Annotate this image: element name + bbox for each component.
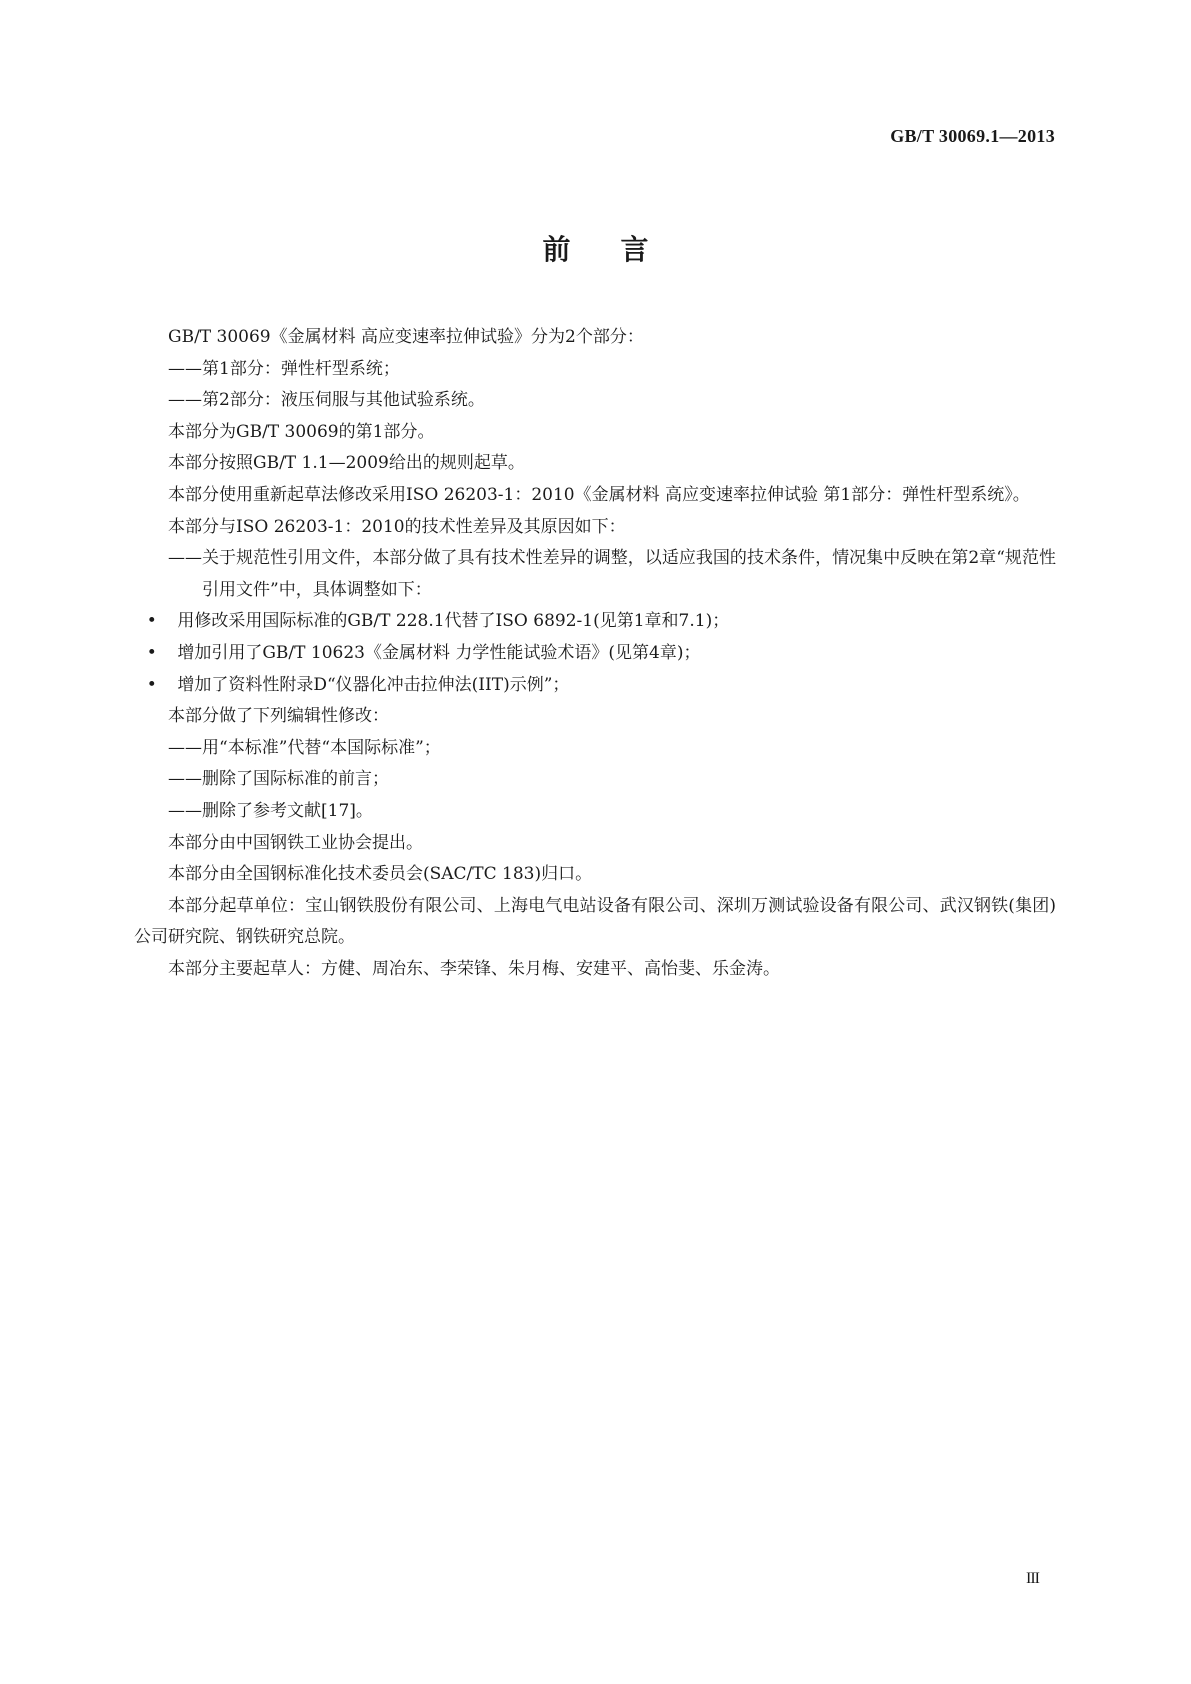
paragraph-part-statement: 本部分为GB/T 30069的第1部分。 (168, 421, 435, 442)
paragraph-parts-intro: GB/T 30069《金属材料 高应变速率拉伸试验》分为2个部分： (168, 327, 644, 347)
page-number: III (1026, 1570, 1039, 1587)
dash-item-editorial-3: ——删除了参考文献[17]。 (168, 800, 373, 821)
paragraph-drafting-rules: 本部分按照GB/T 1.1—2009给出的规则起草。 (168, 453, 525, 474)
dash-item-part-1: ——第1部分：弹性杆型系统； (168, 358, 400, 379)
bullet-icon: • (146, 642, 157, 663)
paragraph-under-jurisdiction: 本部分由全国钢标准化技术委员会(SAC/TC 183)归口。 (168, 864, 593, 885)
dash-item-part-2: ——第2部分：液压伺服与其他试验系统。 (168, 390, 485, 411)
paragraph-adoption: 本部分使用重新起草法修改采用ISO 26203-1：2010《金属材料 高应变速率拉伸试验 第1部分：弹性杆型系统》。 (168, 484, 1030, 505)
paragraph-proposed-by: 本部分由中国钢铁工业协会提出。 (168, 832, 423, 853)
dash-item-editorial-1: ——用“本标准”代替“本国际标准”； (168, 737, 441, 758)
bullet-icon: • (146, 674, 157, 695)
paragraph-tech-diff-intro: 本部分与ISO 26203-1：2010的技术性差异及其原因如下： (168, 516, 626, 537)
bullet-item-gbt-228 (134, 606, 1056, 638)
bullet-text: 用修改采用国际标准的GB/T 228.1代替了ISO 6892-1(见第1章和7.1)； (177, 611, 730, 632)
paragraph-editorial-intro: 本部分做了下列编辑性修改： (168, 706, 389, 727)
paragraph-drafting-organizations: 本部分起草单位：宝山钢铁股份有限公司、上海电气电站设备有限公司、深圳万测试验设备有限公司、武汉钢铁(集团)公司研究院、钢铁研究总院。 (134, 895, 1056, 948)
foreword-body (134, 322, 1056, 985)
paragraph-principal-drafters: 本部分主要起草人：方健、周冶东、李荣锋、朱月梅、安建平、高怡斐、乐金涛。 (168, 958, 780, 979)
standard-number: GB/T 30069.1—2013 (890, 126, 1055, 146)
bullet-item-annex-d (134, 670, 1056, 702)
dash-item-normative-refs: ——关于规范性引用文件，本部分做了具有技术性差异的调整，以适应我国的技术条件，情况集中反映在第2章“规范性引用文件”中，具体调整如下： (168, 548, 1056, 600)
bullet-text: 增加引用了GB/T 10623《金属材料 力学性能试验术语》(见第4章)； (177, 642, 701, 663)
bullet-item-gbt-10623 (134, 638, 1056, 670)
bullet-text: 增加了资料性附录D“仪器化冲击拉伸法(IIT)示例”； (177, 674, 570, 695)
bullet-icon: • (146, 611, 157, 632)
page-title: 前言 (542, 233, 699, 266)
dash-item-editorial-2: ——删除了国际标准的前言； (168, 769, 389, 790)
